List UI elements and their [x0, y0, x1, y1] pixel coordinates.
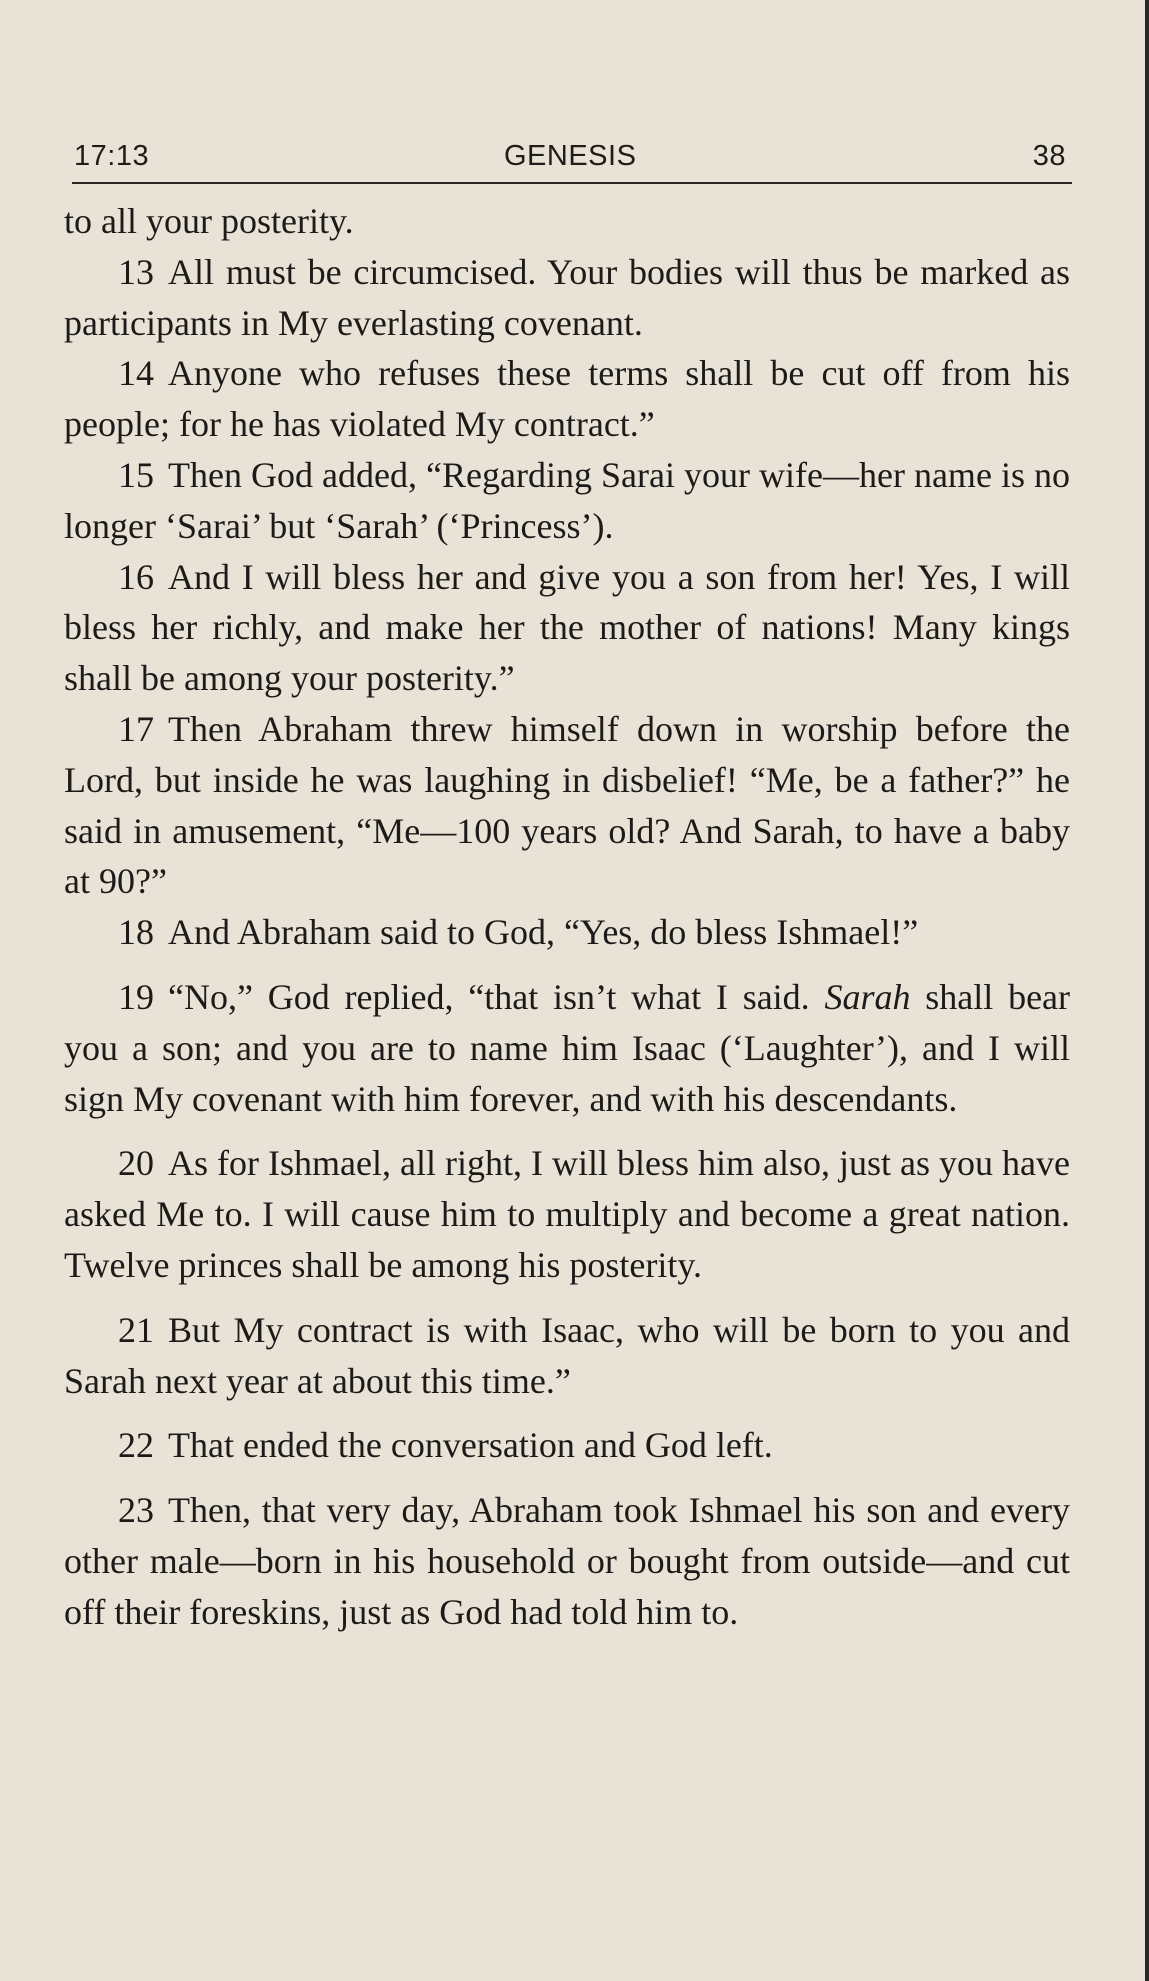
page-number: 38 [1032, 140, 1066, 172]
verse-number: 20 [118, 1143, 154, 1184]
verse-22 [64, 1420, 1070, 1471]
verse-number: 18 [118, 912, 154, 953]
verse-text: Anyone who refuses these terms shall be cut off from his people; for he has violated My contract.” [64, 353, 1070, 445]
verse-text: But My contract is with Isaac, who will be born to you and Sarah next year at about this time.” [64, 1309, 1070, 1401]
verse-23 [64, 1485, 1070, 1637]
verse-17 [64, 704, 1070, 907]
page-edge [1145, 0, 1149, 1981]
verse-18 [64, 907, 1070, 958]
verse-text: “No,” God replied, “that isn’t what I said. [168, 976, 810, 1017]
continuation-line: to all your posterity. [64, 201, 354, 241]
running-head [72, 138, 1072, 184]
verse-text: All must be circumcised. Your bodies will thus be marked as participants in My everlasting covenant. [64, 251, 1070, 343]
verse-20 [64, 1138, 1070, 1290]
chapter-verse-reference: 17:13 [74, 140, 150, 172]
book-title: GENESIS [504, 140, 637, 172]
verse-text-emphasis: Sarah [824, 976, 911, 1017]
verse-13 [64, 247, 1070, 349]
verse-number: 13 [118, 251, 154, 292]
body-text [64, 196, 1070, 1638]
verse-21 [64, 1305, 1070, 1407]
verse-19 [64, 972, 1070, 1124]
verse-text: And I will bless her and give you a son from her! Yes, I will bless her richly, and make her the mother of nations! Many kings shall be among your posterity.” [64, 556, 1070, 699]
verse-number: 14 [118, 353, 154, 394]
verse-text: And Abraham said to God, “Yes, do bless Ishmael!” [168, 912, 919, 953]
verse-text: Then Abraham threw himself down in worship before the Lord, but inside he was laughing in disbelief! “Me, be a father?” he said in amusement, “Me—100 years old? And Sarah, to have a baby at 90?” [64, 708, 1070, 902]
verse-16 [64, 552, 1070, 704]
verse-text: Then, that very day, Abraham took Ishmael his son and every other male—born in his household or bought from outside—and cut off their foreskins, just as God had told him to. [64, 1490, 1070, 1632]
verse-text: shall bear you a son; and you are to name him Isaac (‘Laughter’), and I will sign My covenant with him forever, and with his descendants. [64, 976, 1071, 1119]
verse-number: 15 [118, 454, 154, 495]
verse-number: 22 [118, 1425, 154, 1466]
verse-text: Then God added, “Regarding Sarai your wife—her name is no longer ‘Sarai’ but ‘Sarah’ (‘Princess’). [64, 454, 1070, 546]
verse-number: 21 [118, 1309, 154, 1350]
verse-number: 16 [118, 556, 154, 597]
verse-number: 17 [118, 708, 154, 749]
verse-15 [64, 450, 1070, 552]
verse-number: 23 [118, 1490, 154, 1531]
verse-number: 19 [118, 976, 154, 1017]
verse-14 [64, 348, 1070, 450]
verse-text: That ended the conversation and God left. [168, 1425, 773, 1466]
verse-text: As for Ishmael, all right, I will bless him also, just as you have asked Me to. I will cause him to multiply and become a great nation. Twelve princes shall be among his posterity. [64, 1143, 1070, 1285]
